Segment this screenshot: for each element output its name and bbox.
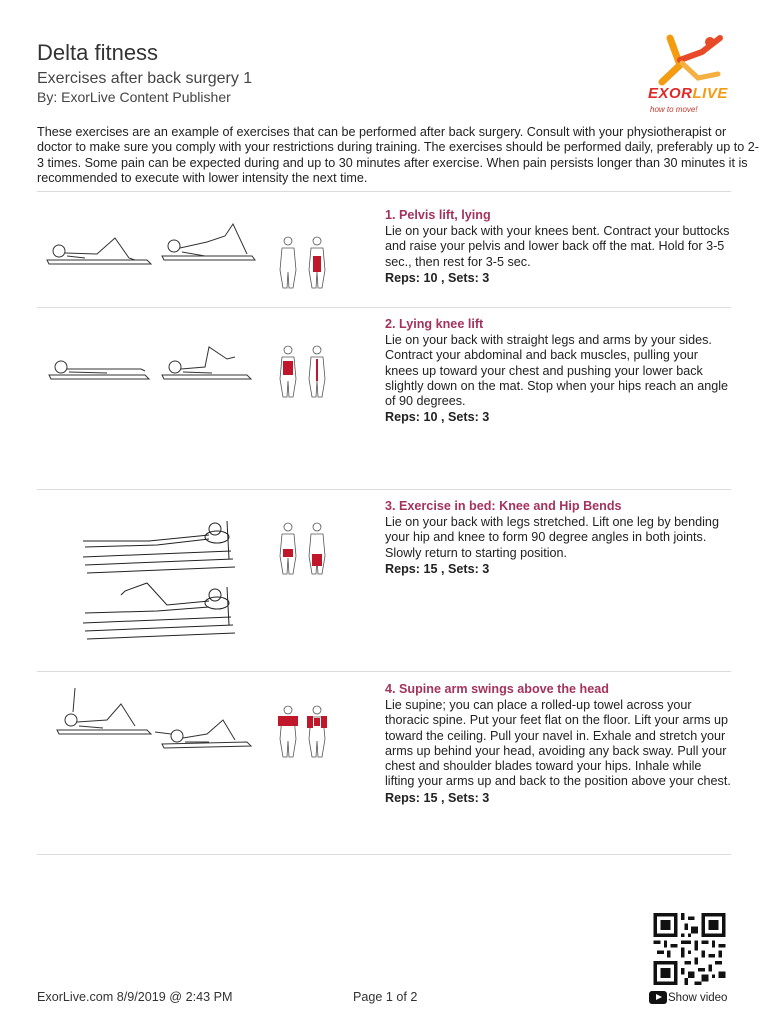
exercise-text xyxy=(385,317,733,425)
runner-logo-icon xyxy=(640,30,736,90)
program-title: Exercises after back surgery 1 xyxy=(37,70,253,87)
divider xyxy=(37,854,731,855)
intro-paragraph: These exercises are an example of exercises that can be performed after back surgery. Consult with your physiotherapist or doctor to make sure you comply with your restrictions during training. The exercises should be performed daily, preferably up to 2-3 times. Some pain can be expected during and up to 30 minutes after exercise. When pain persists longer than 30 minutes it is recommended to execute with lower intensity the next time. xyxy=(37,125,759,186)
exercise-reps: Reps: 15 , Sets: 3 xyxy=(385,561,490,576)
exercise-text xyxy=(385,682,733,806)
show-video-link[interactable] xyxy=(649,991,727,1004)
exercise-illustration xyxy=(37,499,357,659)
muscle-figure-back xyxy=(307,706,327,757)
exercise-item xyxy=(37,317,731,477)
exercise-text xyxy=(385,208,733,286)
exercise-description: Lie on your back with straight legs and arms by your sides. Contract your abdominal and back muscles, pulling your knees up toward your chest and pushing your lower back slightly down on the mat. Stop when your hips reach an angle of 90 degrees. xyxy=(385,333,729,409)
exercise-illustration xyxy=(37,317,357,407)
author-line: By: ExorLive Content Publisher xyxy=(37,89,231,105)
muscle-figure-front xyxy=(280,346,296,397)
logo-tagline: how to move! xyxy=(650,105,698,114)
exercise-description: Lie on your back with your knees bent. Contract your buttocks and raise your pelvis and lower back off the mat. Hold for 3-5 sec., then rest for 3-5 sec. xyxy=(385,224,730,269)
logo-wordmark: EXORLIVE xyxy=(648,85,728,102)
muscle-figure-back xyxy=(309,237,325,288)
qr-code[interactable] xyxy=(651,913,728,985)
exercise-title: 3. Exercise in bed: Knee and Hip Bends xyxy=(385,499,622,513)
play-video-icon[interactable] xyxy=(649,991,667,1004)
exercise-description: Lie supine; you can place a rolled-up towel across your thoracic spine. Put your feet flat on the floor. Lift your arms up toward the ceiling. Pull your navel in. Exhale and stretch your arms up behind your head, avoiding any back sway. Pull your chest and shoulder blades toward your hips. Inhale while lifting your arms up and back to the position above your chest. xyxy=(385,698,731,789)
muscle-figure-front xyxy=(278,706,298,757)
exercise-item xyxy=(37,208,731,298)
divider xyxy=(37,307,731,308)
exercise-description: Lie on your back with legs stretched. Lift one leg by bending your hip and knee to form 90 degree angles in both joints. Slowly return to starting position. xyxy=(385,515,719,560)
footer-site-date: ExorLive.com 8/9/2019 @ 2:43 PM xyxy=(37,990,233,1004)
show-video-label[interactable]: Show video xyxy=(668,991,728,1004)
exercise-illustration xyxy=(37,208,357,298)
page-number: Page 1 of 2 xyxy=(353,990,418,1004)
exercise-item xyxy=(37,682,731,842)
exercise-reps: Reps: 10 , Sets: 3 xyxy=(385,410,490,425)
divider xyxy=(37,191,731,192)
exercise-reps: Reps: 10 , Sets: 3 xyxy=(385,270,490,285)
muscle-figure-back xyxy=(309,523,325,574)
exorlive-logo xyxy=(640,30,736,120)
exercise-illustration xyxy=(37,682,357,772)
brand-name: Delta fitness xyxy=(37,40,159,65)
divider xyxy=(37,671,731,672)
muscle-figure-back xyxy=(309,346,325,397)
exercise-text xyxy=(385,499,733,577)
exercise-title: 2. Lying knee lift xyxy=(385,317,484,331)
exercise-title: 1. Pelvis lift, lying xyxy=(385,208,491,222)
muscle-figure-front xyxy=(280,237,296,288)
exercise-title: 4. Supine arm swings above the head xyxy=(385,682,609,696)
exercise-item xyxy=(37,499,731,659)
muscle-figure-front xyxy=(280,523,296,574)
header xyxy=(37,40,252,106)
exercise-reps: Reps: 15 , Sets: 3 xyxy=(385,790,490,805)
divider xyxy=(37,489,731,490)
